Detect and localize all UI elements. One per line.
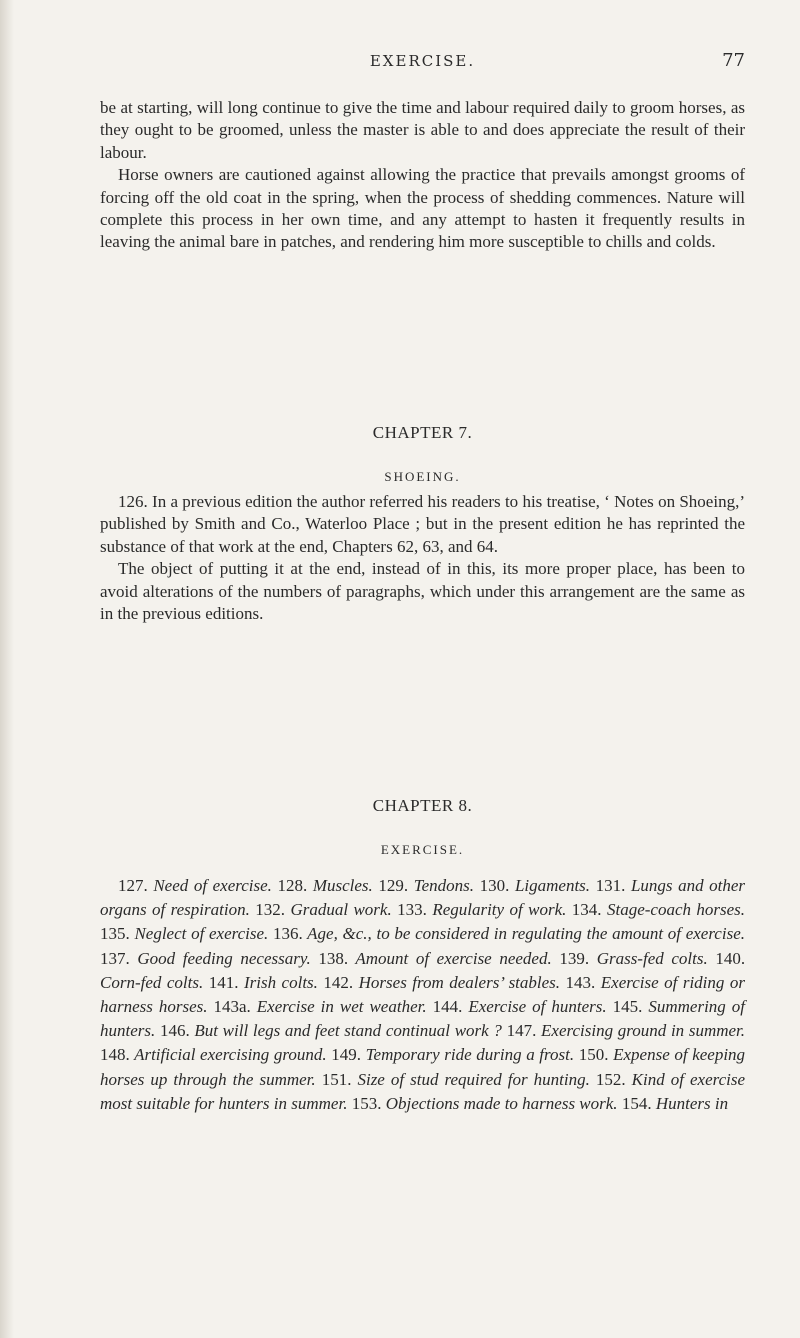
contents-item-title: Ligaments. [514, 876, 591, 895]
contents-item-number: 149. [331, 1045, 362, 1065]
contents-item-title: Neglect of exercise. [134, 924, 269, 944]
contents-item-title: Lungs and other organs of respiration. [100, 876, 746, 920]
contents-item-title: But will legs and feet stand continual work ? [194, 1021, 502, 1041]
chapter-8-heading [100, 796, 745, 858]
contents-item-number: 152. [595, 1069, 626, 1089]
contents-item-number: 142. [323, 972, 354, 992]
contents-item-title: Good feeding necessary. [137, 948, 311, 968]
contents-item-number: 146. [159, 1021, 190, 1041]
chapter-subtitle: SHOEING. [384, 469, 461, 484]
contents-item-title: Gradual work. [290, 900, 392, 920]
chapter-7-text [100, 491, 745, 625]
contents-item-number: 136. [273, 924, 303, 944]
contents-item-number: 134. [571, 900, 602, 920]
contents-item-title: Artificial exercising ground. [134, 1045, 327, 1065]
contents-item-number: 150. [578, 1045, 609, 1065]
chapter-7-heading [100, 423, 745, 485]
contents-item-title: Exercise of hunters. [468, 997, 607, 1017]
contents-item-title: Objections made to harness work. [385, 1093, 618, 1113]
contents-item-title: Tendons. [413, 876, 475, 895]
contents-item-number: 147. [506, 1021, 537, 1041]
contents-item-number: 148. [100, 1045, 130, 1065]
contents-item-number: 132. [255, 900, 286, 920]
contents-item-number: 128. [277, 876, 308, 895]
contents-item-number: 145. [612, 997, 643, 1017]
contents-item-title: Age, &c., to be considered in regulating the amount of exercise. [307, 924, 745, 944]
page-gutter-shadow [0, 0, 14, 1338]
contents-item-title: Corn-fed colts. [100, 972, 204, 992]
contents-item-title: Hunters in [655, 1093, 729, 1113]
running-head [100, 52, 745, 76]
contents-item-title: Stage-coach horses. [606, 900, 746, 920]
page-number: 77 [722, 50, 745, 71]
paragraph-grooming-continuation: be at starting, will long continue to give the time and labour required daily to groom horses, as they ought to be groomed, unless the master is able to and does appreciate the result of their labour. [100, 98, 745, 162]
contents-item-title: Temporary ride during a frost. [365, 1045, 575, 1065]
contents-item-title: Amount of exercise needed. [355, 948, 552, 968]
contents-item-number: 143a. [213, 997, 251, 1017]
contents-item-title: Exercise of riding or harness horses. [100, 972, 746, 1017]
contents-item-title: Exercise in wet weather. [256, 997, 427, 1017]
contents-item-number: 129. [378, 876, 409, 895]
contents-item-number: 143. [565, 972, 596, 992]
contents-item-number: 138. [318, 948, 349, 968]
paragraph-coat-shedding: Horse owners are cautioned against allowing the practice that prevails amongst grooms of forcing off the old coat in the spring, when the process of shedding commences. Nature will complete this process in her own time, and any attempt to hasten it frequently results in leaving the animal bare in patches, and rendering him more susceptible to chills and colds. [100, 165, 745, 252]
contents-item-number: 140. [715, 948, 746, 968]
contents-item-title: Regularity of work. [432, 900, 567, 920]
contents-item-title: Horses from dealers’ stables. [358, 972, 561, 992]
contents-item-title: Kind of exercise most suitable for hunters in summer. [100, 1069, 746, 1113]
chapter-subtitle: EXERCISE. [380, 842, 465, 857]
contents-item-number: 154. [621, 1093, 652, 1113]
contents-item-number: 144. [432, 997, 463, 1017]
chapter-title: CHAPTER 7. [372, 423, 473, 442]
contents-item-title: Summering of hunters. [100, 997, 746, 1041]
contents-item-title: Need of exercise. [153, 876, 272, 895]
contents-item-title: Muscles. [312, 876, 373, 895]
paragraph-126: 126. In a previous edition the author referred his readers to his treatise, ‘ Notes on Shoeing,’ published by Smith and Co., Waterloo Place ; but in the present edition he has reprinted the substance of that work at the end, Chapters 62, 63, and 64. [100, 492, 745, 556]
contents-item-number: 131. [595, 876, 626, 895]
running-title: EXERCISE. [369, 52, 476, 70]
contents-item-number: 139. [559, 948, 590, 968]
opening-text [100, 97, 745, 254]
contents-item-title: Exercising ground in summer. [541, 1021, 746, 1041]
contents-item-number: 127. [118, 876, 148, 895]
contents-item-title: Expense of keeping horses up through the summer. [100, 1045, 746, 1089]
contents-item-number: 153. [351, 1093, 382, 1113]
chapter-8-contents-summary [100, 874, 745, 1116]
contents-item-number: 137. [100, 948, 130, 968]
contents-item-number: 130. [479, 876, 510, 895]
paragraph-placement-note: The object of putting it at the end, instead of in this, its more proper place, has been to avoid alterations of the numbers of paragraphs, which under this arrangement are the same as in the previous editions. [100, 559, 745, 624]
chapter-title: CHAPTER 8. [372, 796, 473, 815]
contents-item-title: Irish colts. [243, 972, 318, 992]
contents-item-number: 135. [100, 924, 130, 944]
contents-item-title: Size of stud required for hunting. [357, 1069, 590, 1089]
contents-item-number: 133. [397, 900, 427, 920]
contents-item-number: 141. [208, 972, 239, 992]
contents-item-number: 151. [321, 1069, 352, 1089]
contents-item-title: Grass-fed colts. [596, 948, 708, 968]
